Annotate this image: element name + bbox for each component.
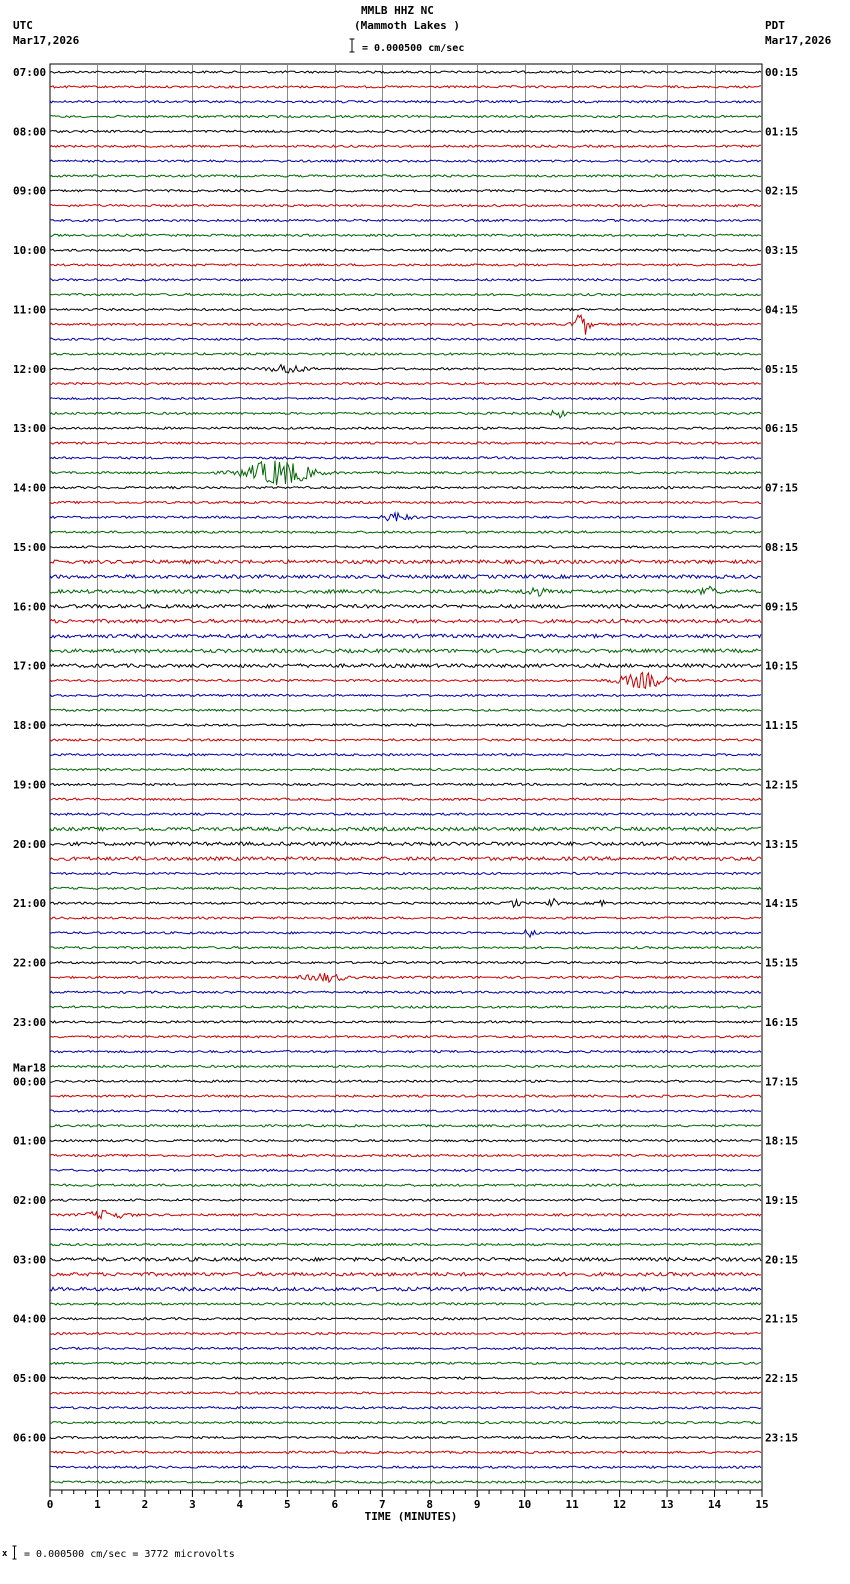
x-tick-label: 0: [46, 1498, 54, 1511]
trace-line: [50, 1140, 761, 1142]
trace-line: [50, 1229, 761, 1231]
trace-line: [50, 973, 761, 982]
trace-line: [50, 86, 761, 88]
trace-line: [50, 501, 761, 503]
trace-line: [50, 586, 761, 596]
hour-label-left: 11:00: [13, 303, 47, 317]
hour-label-right: 17:15: [765, 1075, 799, 1089]
hour-label-left: 14:00: [13, 481, 47, 495]
hour-label-right: 14:15: [765, 897, 799, 911]
x-tick-label: 7: [378, 1498, 386, 1511]
x-tick-label: 5: [284, 1498, 291, 1511]
hour-label-left: 22:00: [13, 956, 47, 970]
trace-line: [50, 1377, 761, 1379]
trace-line: [50, 205, 761, 207]
trace-line: [50, 145, 761, 147]
right-timezone: PDT: [765, 19, 785, 32]
trace-line: [50, 1184, 761, 1186]
hour-label-left: 04:00: [13, 1312, 47, 1326]
trace-line: [50, 442, 761, 444]
trace-line: [50, 1036, 761, 1038]
trace-line: [50, 397, 761, 399]
hour-label-right: 08:15: [765, 540, 799, 554]
trace-line: [50, 991, 761, 993]
trace-line: [50, 857, 761, 861]
trace-line: [50, 338, 761, 340]
trace-line: [50, 1125, 761, 1127]
hour-label-left: 13:00: [13, 422, 47, 436]
trace-line: [50, 673, 761, 689]
footer-scale-bar-icon: [13, 1546, 17, 1559]
trace-line: [50, 457, 761, 459]
trace-line: [50, 813, 761, 815]
trace-line: [50, 961, 761, 963]
trace-line: [50, 513, 761, 521]
hour-label-right: 06:15: [765, 422, 799, 436]
trace-line: [50, 365, 761, 373]
x-tick-label: 3: [189, 1498, 196, 1511]
hour-label-right: 21:15: [765, 1312, 799, 1326]
trace-line: [50, 769, 761, 771]
hour-label-right: 10:15: [765, 659, 799, 673]
trace-line: [50, 115, 761, 117]
hour-label-left: 20:00: [13, 837, 47, 851]
trace-line: [50, 130, 761, 132]
trace-line: [50, 619, 761, 623]
hour-label-right: 23:15: [765, 1431, 799, 1445]
station-location: (Mammoth Lakes ): [354, 19, 460, 32]
trace-line: [50, 294, 761, 296]
trace-line: [50, 546, 761, 548]
footer-scale-label: = 0.000500 cm/sec = 3772 microvolts: [24, 1549, 235, 1560]
hour-label-left: 18:00: [13, 719, 47, 733]
hour-label-right: 16:15: [765, 1015, 799, 1029]
left-timezone: UTC: [13, 19, 33, 32]
trace-line: [50, 427, 761, 429]
trace-line: [50, 899, 761, 908]
trace-line: [50, 101, 761, 103]
trace-line: [50, 947, 761, 949]
trace-line: [50, 190, 761, 192]
hour-label-left: 10:00: [13, 244, 47, 258]
trace-line: [50, 1422, 761, 1424]
trace-line: [50, 279, 761, 281]
footer-mark: x: [2, 1549, 8, 1559]
hour-label-right: 03:15: [765, 244, 799, 258]
hour-label-left: 23:00: [13, 1015, 47, 1029]
trace-line: [50, 353, 761, 355]
trace-line: [50, 1110, 761, 1112]
trace-line: [50, 315, 761, 335]
hour-label-left: 17:00: [13, 659, 47, 673]
trace-line: [50, 1318, 761, 1320]
hour-label-right: 15:15: [765, 956, 799, 970]
trace-line: [50, 1347, 761, 1349]
trace-line: [50, 234, 761, 236]
trace-line: [50, 71, 761, 73]
trace-line: [50, 1407, 761, 1409]
hour-label-right: 00:15: [765, 66, 799, 79]
trace-line: [50, 461, 761, 485]
hour-label-left: 21:00: [13, 897, 47, 911]
trace-line: [50, 411, 761, 418]
trace-line: [50, 1210, 761, 1218]
right-date: Mar17,2026: [765, 34, 832, 47]
trace-line: [50, 1006, 761, 1008]
trace-line: [50, 487, 761, 489]
hour-label-right: 13:15: [765, 837, 799, 851]
trace-line: [50, 1466, 761, 1468]
x-tick-label: 1: [94, 1498, 101, 1511]
hour-label-right: 02:15: [765, 184, 799, 198]
hour-label-right: 05:15: [765, 362, 799, 376]
hour-label-right: 04:15: [765, 303, 799, 317]
trace-line: [50, 798, 761, 800]
trace-line: [50, 649, 761, 653]
trace-line: [50, 709, 761, 711]
trace-line: [50, 1065, 761, 1067]
trace-line: [50, 872, 761, 874]
trace-line: [50, 783, 761, 785]
hour-label-left: 19:00: [13, 778, 47, 792]
trace-line: [50, 264, 761, 266]
hour-label-left: 08:00: [13, 125, 47, 139]
x-tick-label: 12: [612, 1498, 627, 1511]
trace-line: [50, 249, 761, 251]
trace-line: [50, 560, 761, 564]
hour-label-left: 15:00: [13, 540, 47, 554]
trace-line: [50, 160, 761, 162]
trace-line: [50, 917, 761, 919]
trace-line: [50, 739, 761, 741]
hour-label-right: 11:15: [765, 719, 799, 733]
trace-line: [50, 308, 761, 310]
trace-line: [50, 694, 761, 696]
trace-line: [50, 1333, 761, 1335]
hour-label-left: 01:00: [13, 1134, 47, 1148]
hour-label-right: 19:15: [765, 1194, 799, 1207]
trace-line: [50, 1051, 761, 1053]
hour-label-left: 03:00: [13, 1253, 47, 1267]
station-title: MMLB HHZ NC: [361, 4, 434, 17]
x-tick-label: 15: [755, 1498, 769, 1511]
date-change-label: Mar18: [13, 1061, 47, 1075]
trace-line: [50, 1154, 761, 1156]
trace-line: [50, 1287, 761, 1291]
x-axis-label: TIME (MINUTES): [364, 1510, 458, 1523]
trace-line: [50, 664, 761, 668]
hour-label-right: 09:15: [765, 600, 799, 614]
hour-label-left: 06:00: [13, 1431, 47, 1445]
hour-label-right: 22:15: [765, 1372, 799, 1386]
trace-line: [50, 175, 761, 177]
trace-line: [50, 1199, 761, 1201]
hour-label-left: 00:00: [13, 1075, 47, 1089]
trace-line: [50, 1362, 761, 1364]
trace-line: [50, 1258, 761, 1262]
trace-line: [50, 1481, 761, 1483]
trace-line: [50, 575, 761, 579]
scale-bar-icon: [350, 39, 355, 52]
x-tick-label: 11: [565, 1498, 579, 1511]
hour-label-right: 07:15: [765, 481, 799, 495]
trace-line: [50, 634, 761, 638]
trace-line: [50, 1021, 761, 1023]
trace-line: [50, 1095, 761, 1097]
x-tick-label: 10: [518, 1498, 532, 1511]
trace-line: [50, 531, 761, 533]
trace-line: [50, 827, 761, 831]
trace-line: [50, 1303, 761, 1305]
scale-bar-label: = 0.000500 cm/sec: [362, 43, 465, 54]
hour-label-right: 18:15: [765, 1134, 799, 1148]
trace-line: [50, 219, 761, 221]
trace-line: [50, 930, 761, 937]
hour-label-right: 12:15: [765, 778, 799, 792]
x-tick-label: 9: [473, 1498, 481, 1511]
left-date: Mar17,2026: [13, 34, 80, 47]
trace-line: [50, 754, 761, 756]
trace-line: [50, 1272, 761, 1276]
trace-line: [50, 724, 761, 726]
trace-line: [50, 605, 761, 609]
hour-label-left: 07:00: [13, 66, 47, 79]
x-tick-label: 13: [660, 1498, 674, 1511]
trace-line: [50, 1080, 761, 1082]
hour-label-left: 12:00: [13, 362, 47, 376]
trace-line: [50, 1451, 761, 1453]
trace-line: [50, 1392, 761, 1394]
trace-line: [50, 842, 761, 846]
hour-label-right: 01:15: [765, 125, 799, 139]
trace-line: [50, 887, 761, 889]
hour-label-left: 02:00: [13, 1194, 47, 1207]
trace-line: [50, 1243, 761, 1245]
hour-label-left: 05:00: [13, 1372, 47, 1386]
x-tick-label: 14: [707, 1498, 722, 1511]
trace-line: [50, 1169, 761, 1171]
x-tick-label: 2: [141, 1498, 149, 1511]
hour-label-left: 09:00: [13, 184, 47, 198]
trace-line: [50, 383, 761, 385]
trace-line: [50, 1436, 761, 1438]
x-tick-label: 6: [331, 1498, 339, 1511]
hour-label-right: 20:15: [765, 1253, 799, 1267]
x-tick-label: 8: [426, 1498, 434, 1511]
x-tick-label: 4: [236, 1498, 244, 1511]
hour-label-left: 16:00: [13, 600, 47, 614]
